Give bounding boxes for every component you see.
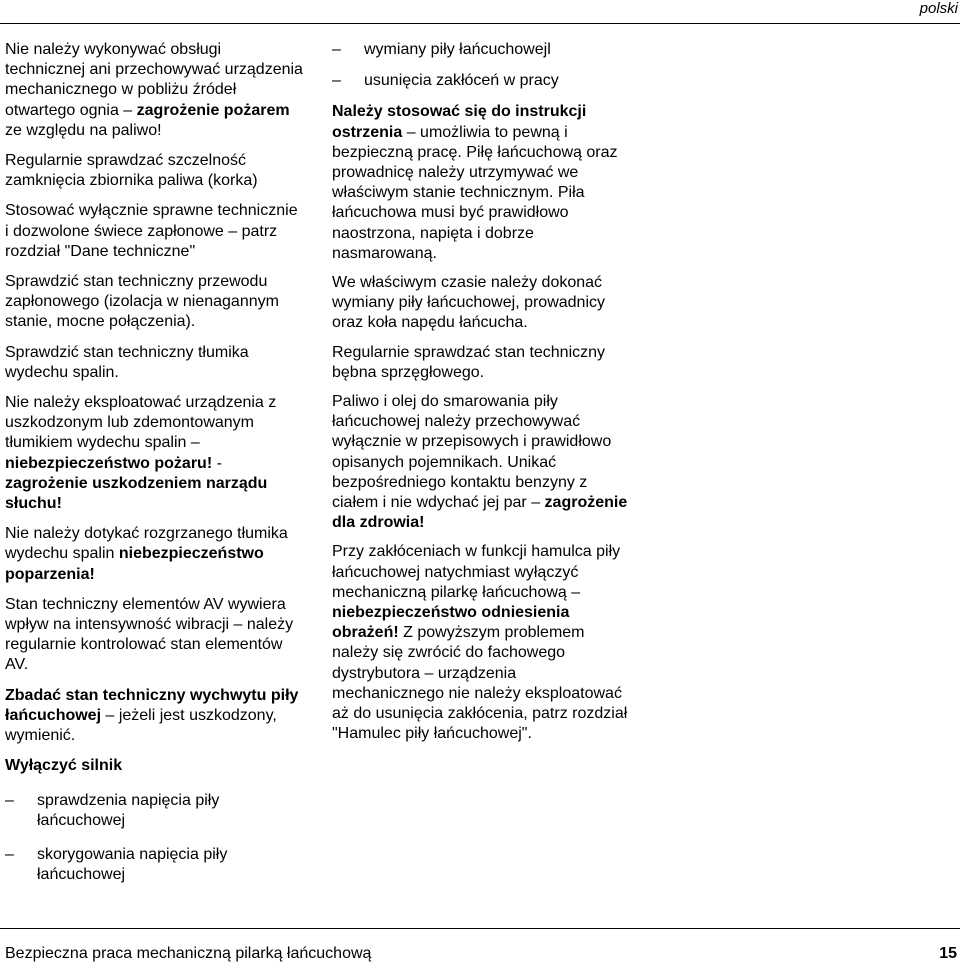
text: – umożliwia to pewną i bezpieczną pracę. Piłę łańcuchową oraz prowadnicę należy utrzymywać we właściwym stanie technicznym. Piła łańcuchowa musi być prawidłowo naostrzona, napięta i dobrze nasmarowaną. [332,123,618,262]
list-item-text: usunięcia zakłóceń w pracy [364,72,559,90]
dash-bullet: – [332,72,341,90]
bold-instruction: Zbadać stan techniczny wychwytu piły łańcuchowej [5,686,299,724]
text: ze względu na paliwo! [5,121,162,139]
bold-warning: zagrożenie uszkodzeniem narządu słuchu! [5,474,268,513]
dash-bullet: – [5,791,14,809]
list-item [332,40,632,60]
list-item-text: sprawdzenia napięcia piły łańcuchowej [37,791,220,829]
list-item-text: wymiany piły łańcuchowejl [364,41,551,58]
bold-warning: zagrożenie dla zdrowia! [332,494,628,532]
paragraph-ignition-lead: Sprawdzić stan techniczny przewodu zapłonowego (izolacja w nienagannym stanie, mocne połączenia). [5,273,279,331]
text: – jeżeli jest uszkodzony, wymienić. [5,706,277,745]
paragraph-muffler-check: Sprawdzić stan techniczny tłumika wydechu spalin. [5,343,249,381]
footer-title: Bezpieczna praca mechaniczną pilarką łańcuchową [5,945,372,962]
right-column [332,40,632,754]
paragraph-av-elements: Stan techniczny elementów AV wywiera wpływ na intensywność wibracji – należy regularnie kontrolować stan elementów AV. [5,595,294,674]
bold-warning: niebezpieczeństwo poparzenia! [5,545,264,583]
dash-bullet: – [332,41,341,58]
bold-instruction: Należy stosować się do instrukcji ostrzenia [332,103,587,141]
text: - [212,454,222,472]
left-column [5,40,305,894]
bold-warning: niebezpieczeństwo pożaru! [5,454,213,472]
paragraph-fire-hazard [5,40,305,141]
header-rule [0,23,960,24]
list-item [5,845,305,885]
list-item [332,71,632,91]
bold-warning: zagrożenie pożarem [136,101,290,119]
paragraph-fuel-storage [332,392,632,533]
text: Z powyższym problemem należy się zwrócić do fachowego dystrybutora – urządzenia mechanicznego nie należy eksploatować aż do usunięcia zakłócenia, patrz rozdział "Hamulec piły łańcuchowej". [332,624,628,743]
text: Nie należy dotykać rozgrzanego tłumika wydechu spalin [5,525,288,563]
text: Nie należy eksploatować urządzenia z uszkodzonym lub zdemontowanym tłumikiem wydechu spalin – [5,394,277,452]
paragraph-hot-muffler [5,524,305,585]
text: Nie należy wykonywać obsługi technicznej ani przechowywać urządzenia mechanicznego w pobliżu źródeł otwartego ognia – [5,41,303,119]
paragraph-replace-parts: We właściwym czasie należy dokonać wymiany piły łańcuchowej, prowadnicy oraz koła napędu łańcucha. [332,274,606,332]
list-item [5,791,305,831]
dash-bullet: – [5,845,14,863]
paragraph-sharpening [332,102,632,264]
paragraph-engine-off: Wyłączyć silnik [5,757,123,775]
paragraph-tank-cap: Regularnie sprawdzać szczelność zamknięcia zbiornika paliwa (korka) [5,152,258,190]
paragraph-clutch-drum: Regularnie sprawdzać stan techniczny bębna sprzęgłowego. [332,343,606,381]
text: Paliwo i olej do smarowania piły łańcuchowej należy przechowywać wyłącznie w przepisowych i prawidłowo opisanych pojemnikach. Unikać bezpośredniego kontaktu benzyny z ciałem i nie wdychać jej par – [332,393,612,512]
footer-rule [0,928,960,929]
language-label: polski [919,0,958,17]
paragraph-muffler-damaged [5,393,305,514]
text: Przy zakłóceniach w funkcji hamulca piły łańcuchowej natychmiast wyłączyć mechaniczną pilarkę łańcuchową – [332,543,621,601]
bold-warning: niebezpieczeństwo odniesienia obrażeń! [332,604,570,642]
paragraph-brake-fault [332,542,632,744]
page-number: 15 [939,945,957,962]
list-item-text: skorygowania napięcia piły łańcuchowej [37,845,228,884]
paragraph-spark-plugs: Stosować wyłącznie sprawne technicznie i dozwolone świece zapłonowe – patrz rozdział "Dane techniczne" [5,202,298,260]
paragraph-chain-catcher [5,686,305,747]
